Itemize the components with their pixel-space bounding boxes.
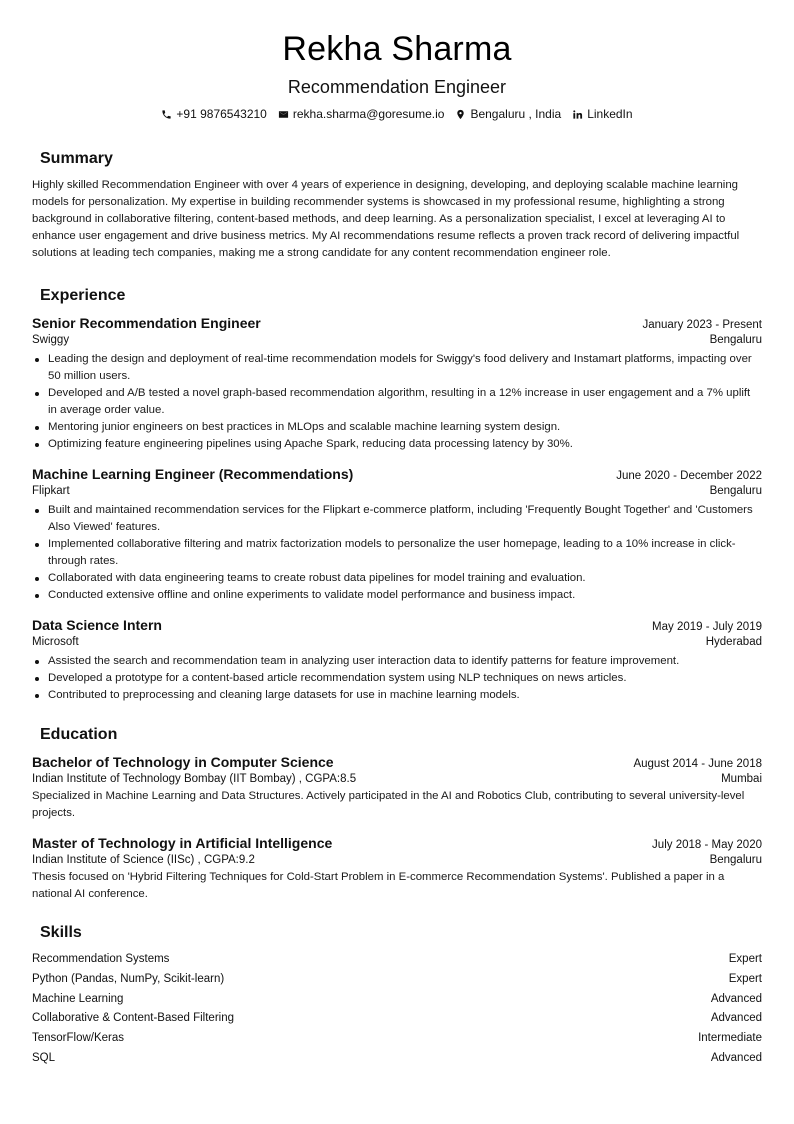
- entry-header: [32, 616, 762, 634]
- list-item: Implemented collaborative filtering and matrix factorization models to personalize the user homepage, leading to a 10% increase in click-through rates.: [32, 536, 762, 570]
- location-text: Bengaluru , India: [470, 107, 562, 121]
- degree-title: Bachelor of Technology in Computer Science: [32, 754, 334, 770]
- skill-row: [32, 990, 762, 1010]
- skill-name: Machine Learning: [32, 992, 124, 1005]
- company-name: Flipkart: [32, 485, 70, 497]
- skills-section: [32, 923, 762, 1069]
- school-name: Indian Institute of Science (IISc) , CGPA:9.2: [32, 854, 255, 866]
- phone-icon: [161, 109, 172, 120]
- skill-row: [32, 1049, 762, 1069]
- entry-header: [32, 834, 762, 852]
- skill-row: [32, 950, 762, 970]
- education-description: Thesis focused on 'Hybrid Filtering Techniques for Cold-Start Problem in E-commerce Recommendation Systems'. Published a paper in a national AI conference.: [32, 871, 725, 900]
- skill-level: Advanced: [710, 1012, 762, 1025]
- list-item: Developed and A/B tested a novel graph-based recommendation algorithm, resulting in a 12% increase in user engagement and a 7% uplift in average order value.: [32, 385, 762, 419]
- phone-text: +91 9876543210: [176, 107, 267, 121]
- section-heading-skills: Skills: [40, 924, 82, 941]
- education-description: Specialized in Machine Learning and Data Structures. Actively participated in the AI and Robotics Club, contributing to several university-level projects.: [32, 790, 745, 819]
- school-location: Bengaluru: [709, 854, 762, 866]
- skill-level: Expert: [728, 953, 762, 965]
- experience-entry: [32, 465, 762, 604]
- company-name: Microsoft: [32, 636, 79, 648]
- entry-header: [32, 753, 762, 771]
- candidate-name: Rekha Sharma: [282, 30, 512, 68]
- job-title: Senior Recommendation Engineer: [32, 315, 261, 331]
- job-title: Machine Learning Engineer (Recommendations): [32, 466, 354, 482]
- list-item: Assisted the search and recommendation team in analyzing user interaction data to identify patterns for feature improvement.: [32, 653, 762, 670]
- envelope-icon: [278, 109, 289, 120]
- contact-phone: [161, 106, 266, 122]
- entry-subheader: [32, 852, 762, 869]
- degree-title: Master of Technology in Artificial Intelligence: [32, 835, 333, 851]
- skill-name: SQL: [32, 1051, 56, 1064]
- contact-linkedin[interactable]: [572, 106, 632, 122]
- skill-name: TensorFlow/Keras: [32, 1032, 125, 1045]
- skill-row: [32, 1009, 762, 1029]
- section-heading-summary: Summary: [40, 150, 113, 167]
- email-text[interactable]: rekha.sharma@goresume.io: [292, 107, 445, 121]
- map-pin-icon: [455, 109, 466, 120]
- contact-bar: [32, 106, 762, 122]
- job-location: Bengaluru: [709, 334, 762, 346]
- list-item: Leading the design and deployment of real-time recommendation models for Swiggy's food delivery and Instamart platforms, impacting over 50 million users.: [32, 351, 762, 385]
- skill-row: [32, 1029, 762, 1049]
- skill-level: Intermediate: [698, 1032, 762, 1045]
- school-name: Indian Institute of Technology Bombay (IIT Bombay) , CGPA:8.5: [32, 773, 357, 785]
- linkedin-icon: [572, 109, 583, 120]
- job-bullets: [32, 502, 762, 604]
- list-item: Collaborated with data engineering teams to create robust data pipelines for model training and evaluation.: [32, 570, 762, 587]
- list-item: Conducted extensive offline and online experiments to validate model performance and business impact.: [32, 587, 762, 604]
- list-item: Developed a prototype for a content-based article recommendation system using NLP techniques on news articles.: [32, 670, 762, 687]
- experience-entry: [32, 314, 762, 453]
- skills-list: [32, 950, 762, 1069]
- job-bullets: [32, 653, 762, 704]
- list-item: Optimizing feature engineering pipelines using Apache Spark, reducing data processing latency by 30%.: [32, 436, 762, 453]
- job-dates: June 2020 - December 2022: [616, 470, 762, 482]
- job-title: Data Science Intern: [32, 617, 162, 633]
- section-heading-experience: Experience: [40, 287, 126, 304]
- summary-section: [32, 149, 762, 262]
- education-entry: [32, 834, 762, 903]
- skill-level: Advanced: [710, 1051, 762, 1064]
- list-item: Built and maintained recommendation services for the Flipkart e-commerce platform, including 'Frequently Bought Together' and 'Customers Also Viewed' features.: [32, 502, 762, 536]
- contact-location: [455, 106, 561, 122]
- entry-header: [32, 314, 762, 332]
- experience-entry: [32, 616, 762, 704]
- skill-level: Expert: [728, 972, 762, 985]
- contact-email[interactable]: [278, 106, 445, 122]
- list-item: Contributed to preprocessing and cleaning large datasets for use in machine learning models.: [32, 687, 762, 704]
- candidate-title: Recommendation Engineer: [287, 77, 507, 97]
- entry-subheader: [32, 332, 762, 349]
- skill-name: Python (Pandas, NumPy, Scikit-learn): [32, 972, 225, 985]
- summary-text: Highly skilled Recommendation Engineer with over 4 years of experience in designing, developing, and deploying scalable machine learning models for personalization. My expertise in building recommender systems is showcased in my professional resume, highlighting a strong background in collaborative filtering, content-based methods, and deep learning. As a personalization specialist, I excel at leveraging AI to enhance user engagement and drive business metrics. My AI recommendations resume reflects a proven track record of delivering impactful solutions at leading tech companies, making me a strong candidate for any content recommendation engineer role.: [32, 179, 740, 259]
- school-location: Mumbai: [721, 773, 762, 785]
- company-name: Swiggy: [32, 334, 70, 346]
- list-item: Mentoring junior engineers on best practices in MLOps and scalable machine learning system design.: [32, 419, 762, 436]
- education-dates: July 2018 - May 2020: [652, 839, 762, 851]
- education-section: [32, 725, 762, 903]
- job-location: Hyderabad: [705, 636, 762, 648]
- linkedin-link[interactable]: LinkedIn: [587, 107, 633, 121]
- skill-level: Advanced: [710, 992, 762, 1005]
- entry-header: [32, 465, 762, 483]
- entry-subheader: [32, 634, 762, 651]
- resume-header: [32, 0, 762, 122]
- job-location: Bengaluru: [709, 485, 762, 497]
- education-dates: August 2014 - June 2018: [633, 758, 762, 770]
- job-dates: January 2023 - Present: [642, 319, 762, 331]
- entry-subheader: [32, 771, 762, 788]
- experience-section: [32, 286, 762, 704]
- skill-name: Recommendation Systems: [32, 953, 170, 965]
- entry-subheader: [32, 483, 762, 500]
- section-heading-education: Education: [40, 726, 118, 743]
- skill-row: [32, 970, 762, 990]
- education-entry: [32, 753, 762, 822]
- skill-name: Collaborative & Content-Based Filtering: [32, 1012, 234, 1025]
- job-bullets: [32, 351, 762, 453]
- job-dates: May 2019 - July 2019: [652, 621, 762, 633]
